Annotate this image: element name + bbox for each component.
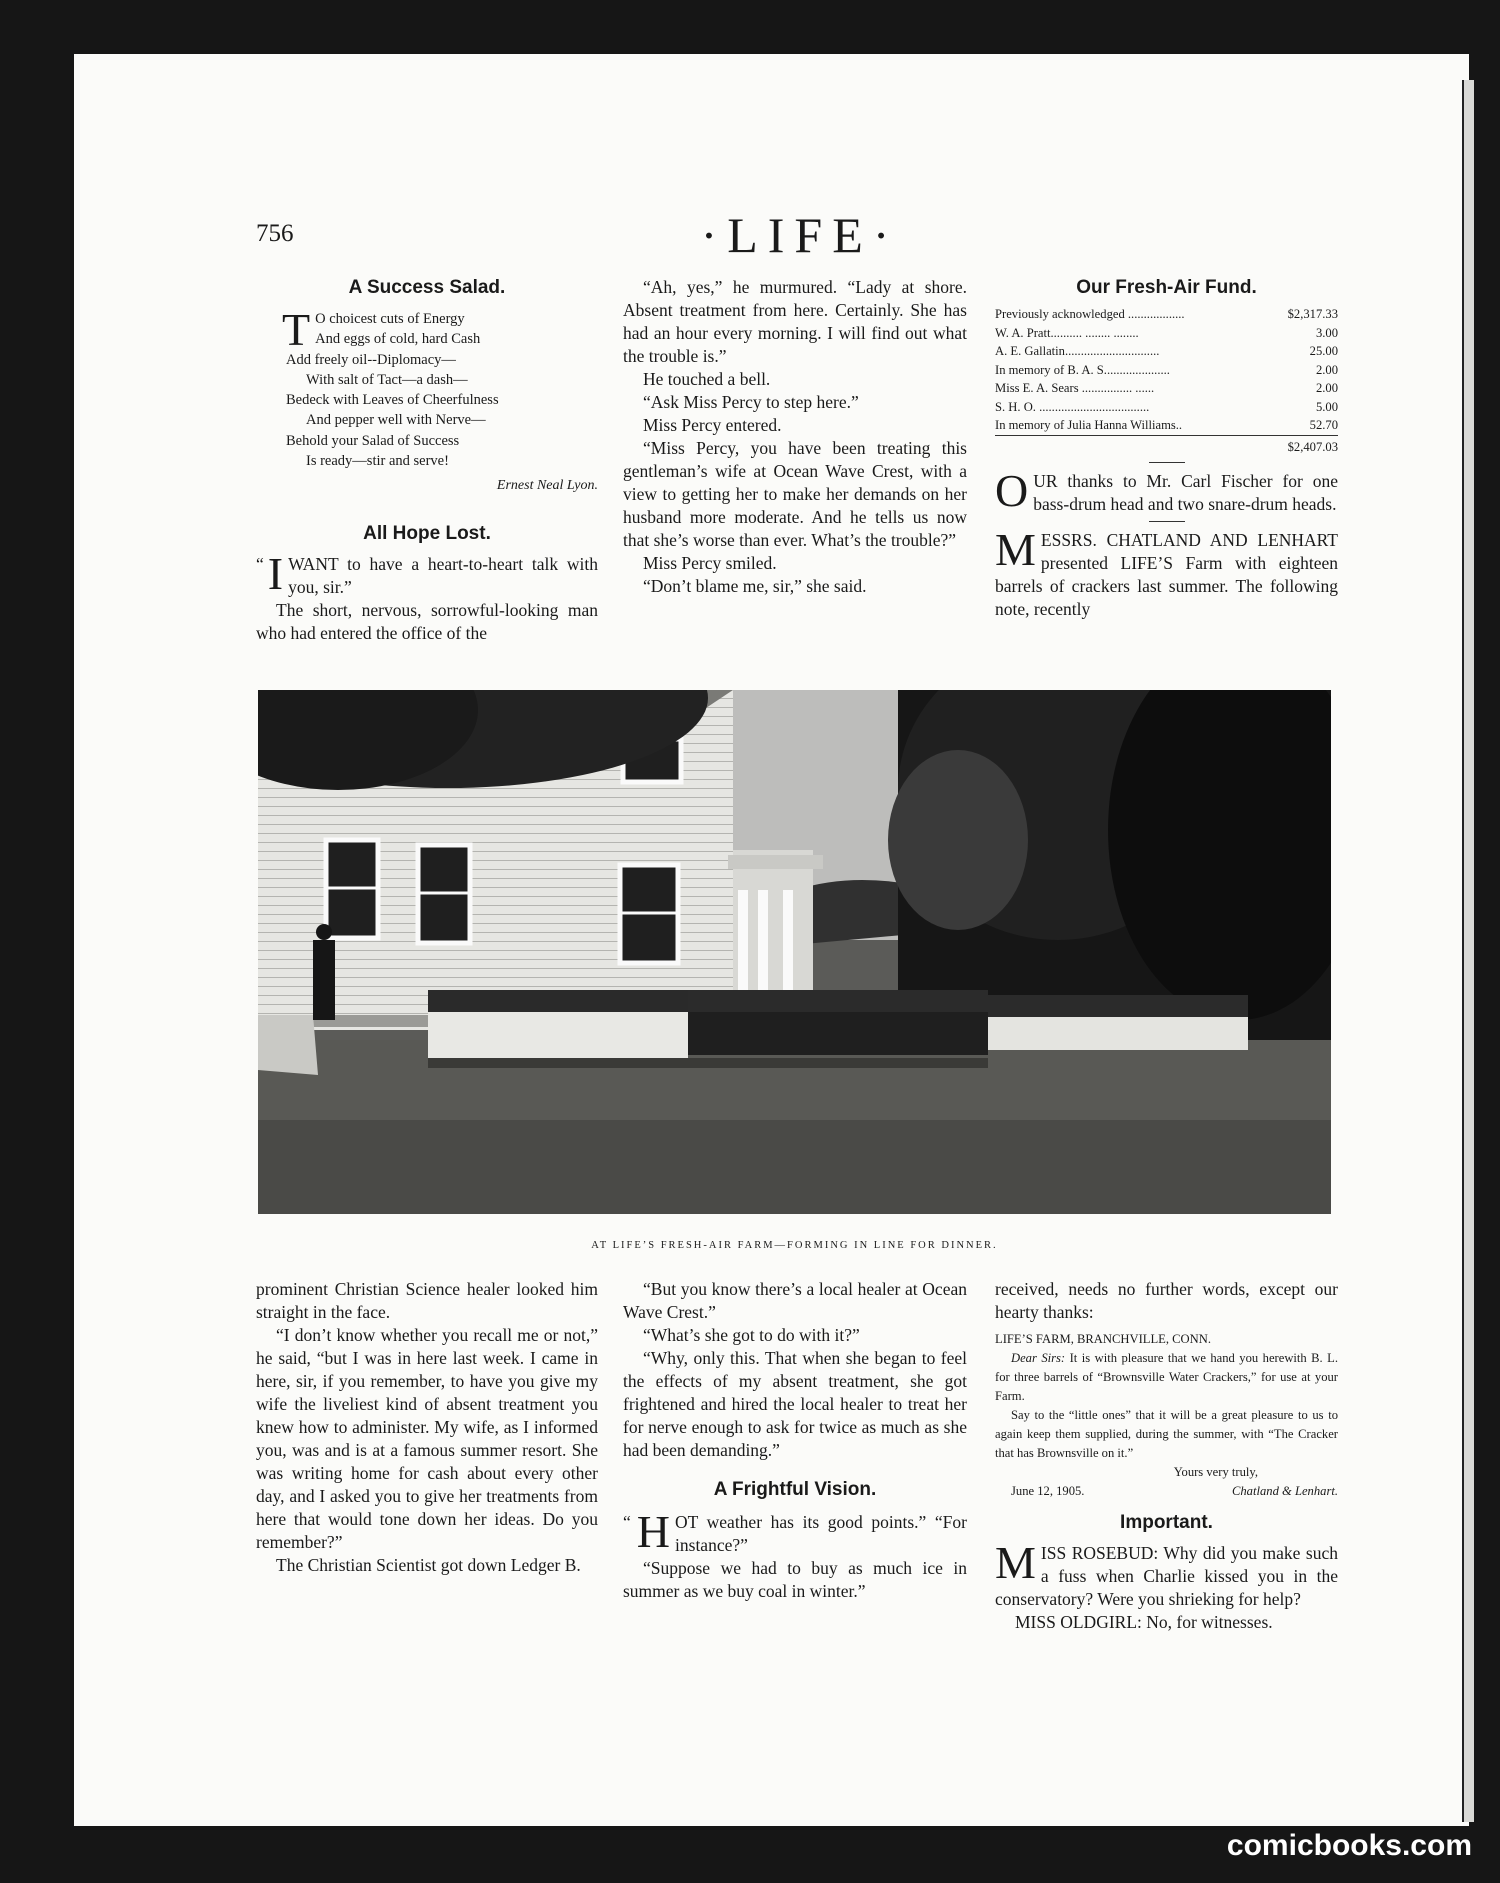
- poem-line: Behold your Salad of Success: [286, 432, 460, 449]
- letter-body-1: [995, 1349, 1338, 1406]
- poem-line: And pepper well with Nerve—: [306, 412, 486, 429]
- messrs-dropcap: M: [995, 524, 1036, 575]
- page-number: 756: [256, 220, 294, 247]
- open-quote: “: [256, 554, 264, 575]
- column-1-top: [256, 276, 598, 645]
- vision-paragraph: [623, 1506, 967, 1557]
- letter-signature-line: [995, 1482, 1338, 1501]
- paragraph: Miss Percy smiled.: [643, 553, 777, 573]
- fund-row: [995, 361, 1338, 380]
- letter: [995, 1330, 1338, 1501]
- fund-amount: 2.00: [1315, 381, 1338, 395]
- adjacent-page-edge: [1462, 80, 1474, 1822]
- vision-text: OT weather has its good points.” “For instance?”: [675, 1512, 967, 1555]
- fund-name: W. A. Pratt.......... ........ ........: [995, 325, 1139, 340]
- important-text-2: MISS OLDGIRL: No, for witnesses.: [1015, 1612, 1273, 1632]
- important-dropcap: M: [995, 1537, 1036, 1588]
- fund-title: Our Fresh-Air Fund.: [1076, 277, 1257, 298]
- hope-dropcap: I: [267, 548, 284, 600]
- poem-line: O choicest cuts of Energy: [315, 311, 465, 327]
- letter-salutation: Dear Sirs:: [1011, 1351, 1066, 1365]
- fund-name: A. E. Gallatin..............................: [995, 344, 1160, 358]
- column-2-bottom: [623, 1278, 967, 1603]
- paragraph: prominent Christian Science healer looked him straight in the face.: [256, 1279, 598, 1322]
- important-title: Important.: [1120, 1512, 1213, 1533]
- fund-row: [995, 305, 1338, 324]
- letter-signature: Chatland & Lenhart.: [1231, 1484, 1338, 1498]
- letter-body-text: It is with pleasure that we hand you herewith B. L. for three barrels of “Brownsville Water Crackers,” for use at your Farm.: [995, 1351, 1339, 1403]
- paragraph: “Don’t blame me, sir,” she said.: [643, 576, 867, 596]
- salad-dropcap: T: [282, 304, 311, 355]
- hope-paragraph: [256, 548, 598, 600]
- salad-author: Ernest Neal Lyon.: [496, 478, 598, 494]
- important-text: ISS ROSEBUD: Why did you make such a fuss when Charlie kissed you in the conservatory? Were you shrieking for help?: [995, 1543, 1338, 1609]
- paragraph: The Christian Scientist got down Ledger B.: [276, 1555, 581, 1575]
- fund-name: S. H. O. ...................................: [995, 399, 1150, 414]
- salad-poem: [256, 304, 598, 471]
- paragraph: “Miss Percy, you have been treating this gentleman’s wife at Ocean Wave Crest, with a view to getting her to make her demands on her husband more moderate. And he tells us now that she’s worse than ever. What’s the trouble?”: [623, 438, 967, 550]
- photo-caption: AT LIFE’S FRESH-AIR FARM—FORMING IN LINE FOR DINNER.: [591, 1240, 998, 1251]
- fund-amount: 3.00: [1315, 325, 1338, 340]
- paragraph: “Why, only this. That when she began to feel the effects of my absent treatment, she got frightened and hired the local healer to treat her for nerve enough to ask for twice as much as she had been demanding.”: [623, 1348, 967, 1460]
- messrs-text: ESSRS. CHATLAND AND LENHART presented LIFE’S Farm with eighteen barrels of crackers last summer. The following note, recently: [995, 530, 1338, 619]
- fund-name: In memory of Julia Hanna Williams..: [995, 418, 1183, 432]
- fund-amount: 52.70: [1309, 418, 1338, 432]
- fund-row: [995, 342, 1338, 361]
- thanks-dropcap: O: [995, 465, 1029, 516]
- paragraph: “Ah, yes,” he murmured. “Lady at shore. Absent treatment from here. Certainly. She has had an hour every morning. I will find out what the trouble is.”: [623, 277, 967, 366]
- poem-line: With salt of Tact—a dash—: [306, 371, 468, 388]
- paragraph: He touched a bell.: [643, 369, 771, 389]
- fund-row: [995, 379, 1338, 398]
- paragraph: “What’s she got to do with it?”: [643, 1325, 860, 1345]
- fund-total: $2,407.03: [1266, 435, 1338, 456]
- column-3-top: [995, 276, 1338, 621]
- salad-title: A Success Salad.: [348, 277, 506, 298]
- letter-body-2: Say to the “little ones” that it will be a great pleasure to us to again keep them supplied, during the summer, with “The Cracker that has Brownsville on it.”: [995, 1408, 1338, 1460]
- vision-dropcap: H: [636, 1506, 671, 1557]
- column-2-top: [623, 276, 967, 598]
- paragraph: received, needs no further words, except our hearty thanks:: [995, 1279, 1338, 1322]
- important-paragraph: [995, 1537, 1338, 1611]
- fund-amount: 5.00: [1315, 399, 1338, 414]
- letter-head: LIFE’S FARM, BRANCHVILLE, CONN.: [995, 1332, 1211, 1346]
- farm-photograph: [258, 690, 1331, 1214]
- open-quote: “: [623, 1512, 631, 1532]
- masthead: ·LIFE·: [700, 207, 900, 263]
- photo-illustration: [258, 690, 1331, 1214]
- poem-line: Is ready—stir and serve!: [306, 453, 449, 470]
- paragraph: “I don’t know whether you recall me or not,” he said, “but I was in here last week. I came in here, sir, if you remember, to have you give my wife the liveliest kind of absent treatment you knew how to administer. My wife, as I informed you, was and is at a famous summer resort. She was writing home for cash about every other day, and I asked you to give her treatments from here that would tone down her ideas. Do you remember?”: [256, 1325, 598, 1552]
- paragraph: “But you know there’s a local healer at Ocean Wave Crest.”: [623, 1279, 967, 1322]
- fund-table: [995, 305, 1338, 456]
- fund-amount: 25.00: [1309, 344, 1338, 358]
- watermark: comicbooks.com: [1226, 1829, 1472, 1862]
- thanks-text: UR thanks to Mr. Carl Fischer for one bass-drum head and two snare-drum heads.: [1033, 471, 1338, 514]
- hope-title: All Hope Lost.: [363, 523, 491, 545]
- fund-name: Previously acknowledged ..................: [995, 307, 1185, 321]
- vision-text-2: “Suppose we had to buy as much ice in summer as we buy coal in winter.”: [623, 1558, 967, 1601]
- messrs-paragraph: [995, 524, 1338, 621]
- fund-name: In memory of B. A. S.....................: [995, 362, 1170, 377]
- fund-amount: $2,317.33: [1287, 307, 1338, 321]
- fund-total-spacer: [995, 435, 1266, 456]
- fund-name: Miss E. A. Sears ................ ......: [995, 381, 1155, 395]
- hope-text: WANT to have a heart-to-heart talk with you, sir.”: [288, 554, 598, 598]
- poem-line: Add freely oil--Diplomacy—: [286, 351, 456, 368]
- vision-title: A Frightful Vision.: [713, 1479, 877, 1500]
- fund-total-row: [995, 435, 1338, 456]
- poem-line: Bedeck with Leaves of Cheerfulness: [286, 392, 499, 409]
- fund-row: [995, 324, 1338, 343]
- letter-closing: Yours very truly,: [1173, 1465, 1258, 1479]
- letter-date: June 12, 1905.: [1011, 1484, 1085, 1498]
- column-1-bottom: [256, 1278, 598, 1577]
- divider: [1149, 462, 1185, 463]
- fund-amount: 2.00: [1315, 362, 1338, 377]
- paragraph: Miss Percy entered.: [643, 415, 782, 435]
- thanks-paragraph: [995, 465, 1338, 516]
- fund-row: [995, 398, 1338, 417]
- column-3-bottom: [995, 1278, 1338, 1634]
- fund-row: [995, 416, 1338, 435]
- paragraph: “Ask Miss Percy to step here.”: [643, 392, 859, 412]
- divider: [1149, 521, 1185, 522]
- poem-line: And eggs of cold, hard Cash: [315, 331, 481, 348]
- hope-text-2: The short, nervous, sorrowful-looking man who had entered the office of the: [256, 600, 598, 644]
